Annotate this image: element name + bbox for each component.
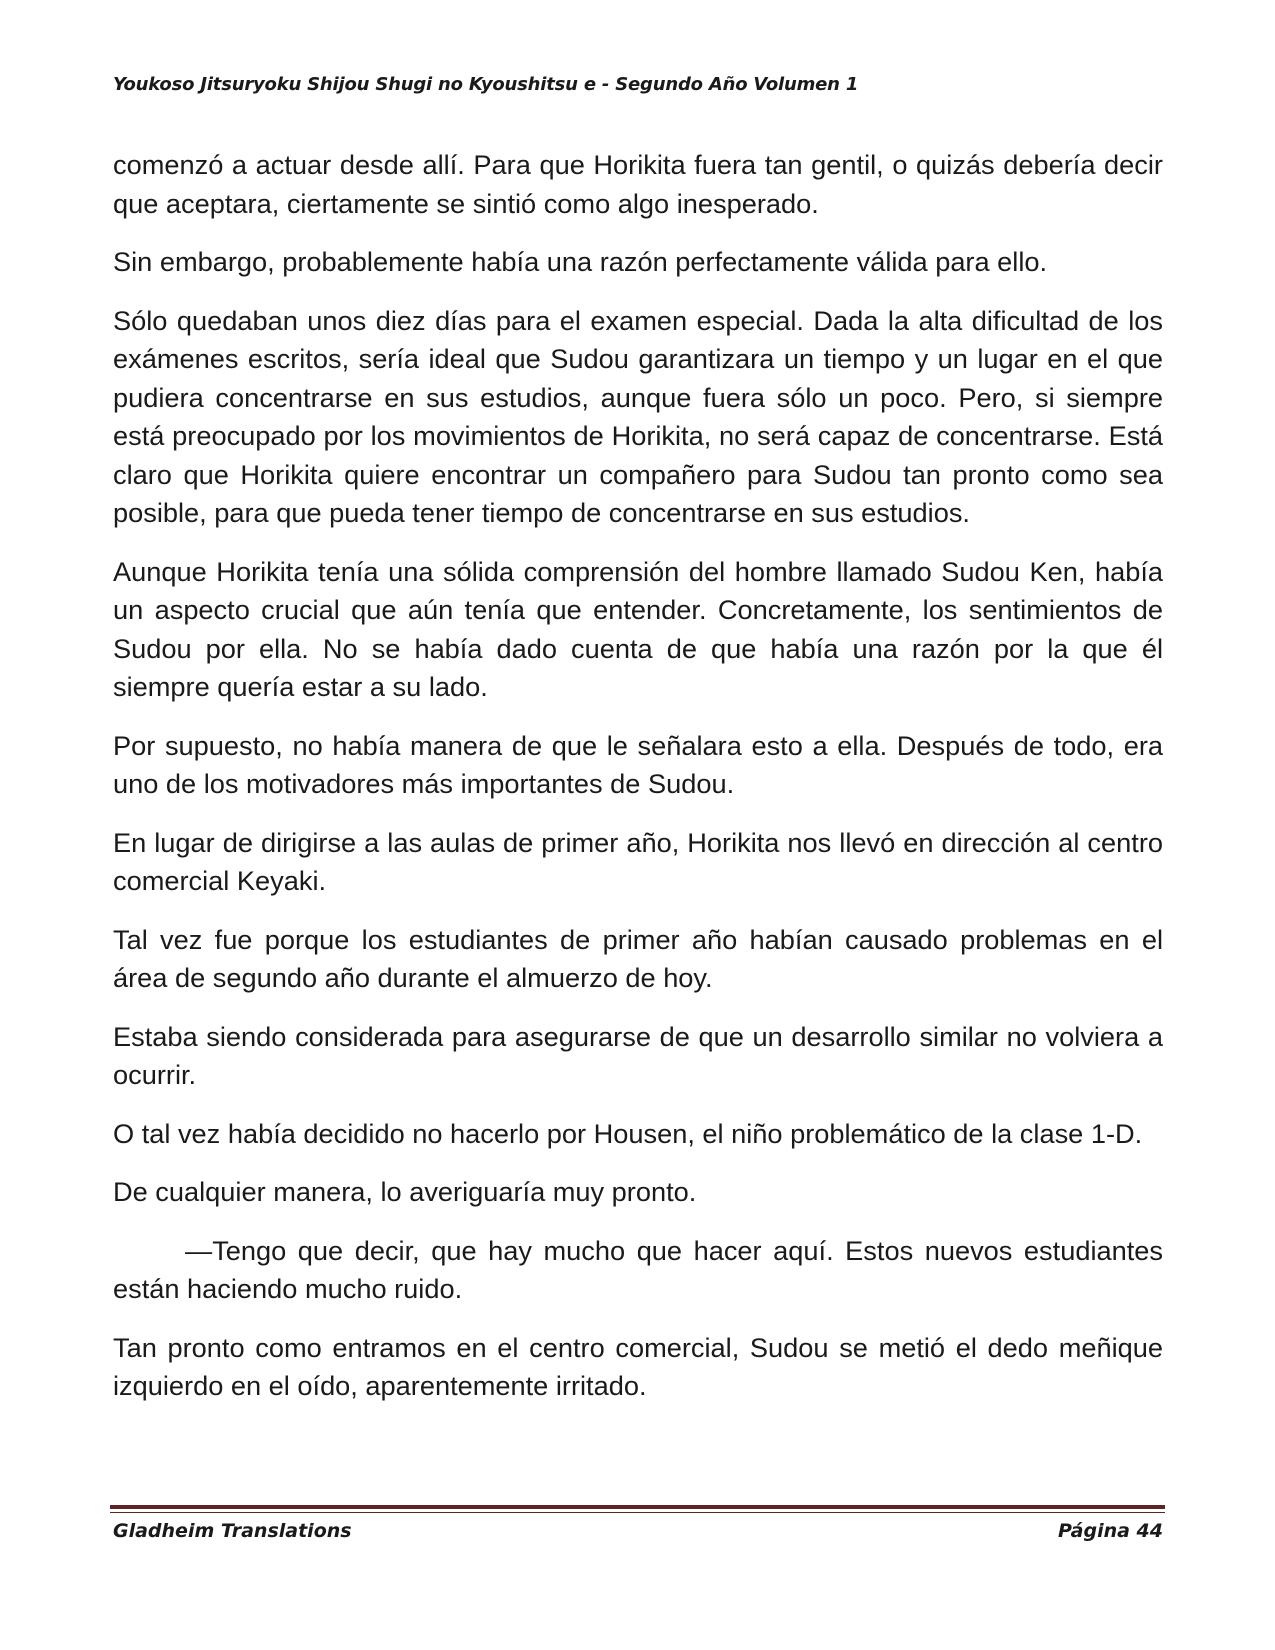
paragraph: comenzó a actuar desde allí. Para que Horikita fuera tan gentil, o quizás debería decir que aceptara, ciertamente se sintió como algo inesperado. (113, 149, 1163, 219)
footer-rule (110, 1505, 1165, 1509)
paragraph: Aunque Horikita tenía una sólida comprensión del hombre llamado Sudou Ken, había un aspecto crucial que aún tenía que entender. Concretamente, los sentimientos de Sudou por ella. No se había dado cuenta de que había una razón por la que él siempre quería estar a su lado. (113, 555, 1163, 702)
dialogue-paragraph: —Tengo que decir, que hay mucho que hacer aquí. Estos nuevos estudiantes están haciendo mucho ruido. (113, 1234, 1163, 1304)
paragraph: Sólo quedaban unos diez días para el examen especial. Dada la alta dificultad de los exámenes escritos, sería ideal que Sudou garantizara un tiempo y un lugar en el que pudiera concentrarse en sus estudios, aunque fuera sólo un poco. Pero, si siempre está preocupado por los movimientos de Horikita, no será capaz de concentrarse. Está claro que Horikita quiere encontrar un compañero para Sudou tan pronto como sea posible, para que pueda tener tiempo de concentrarse en sus estudios. (113, 304, 1163, 528)
paragraph: O tal vez había decidido no hacerlo por Housen, el niño problemático de la clase 1-D. (113, 1117, 1143, 1149)
paragraph: Estaba siendo considerada para asegurarse de que un desarrollo similar no volviera a ocurrir. (113, 1020, 1163, 1090)
paragraph: De cualquier manera, lo averiguaría muy pronto. (113, 1176, 697, 1207)
paragraph: Por supuesto, no había manera de que le señalara esto a ella. Después de todo, era uno de los motivadores más importantes de Sudou. (113, 729, 1163, 799)
paragraph: Sin embargo, probablemente había una razón perfectamente válida para ello. (113, 246, 1048, 277)
footer-rule-thin (110, 1512, 1165, 1513)
paragraph: Tal vez fue porque los estudiantes de primer año habían causado problemas en el área de segundo año durante el almuerzo de hoy. (113, 923, 1163, 993)
footer-publisher: Gladheim Translations (113, 1520, 352, 1542)
paragraph: En lugar de dirigirse a las aulas de primer año, Horikita nos llevó en dirección al centro comercial Keyaki. (113, 826, 1163, 896)
page-number: Página 44 (1057, 1520, 1163, 1542)
body-text (113, 146, 1163, 1426)
running-header: Youkoso Jitsuryoku Shijou Shugi no Kyoushitsu e - Segundo Año Volumen 1 (113, 74, 859, 95)
paragraph: Tan pronto como entramos en el centro comercial, Sudou se metió el dedo meñique izquierdo en el oído, aparentemente irritado. (113, 1331, 1163, 1401)
